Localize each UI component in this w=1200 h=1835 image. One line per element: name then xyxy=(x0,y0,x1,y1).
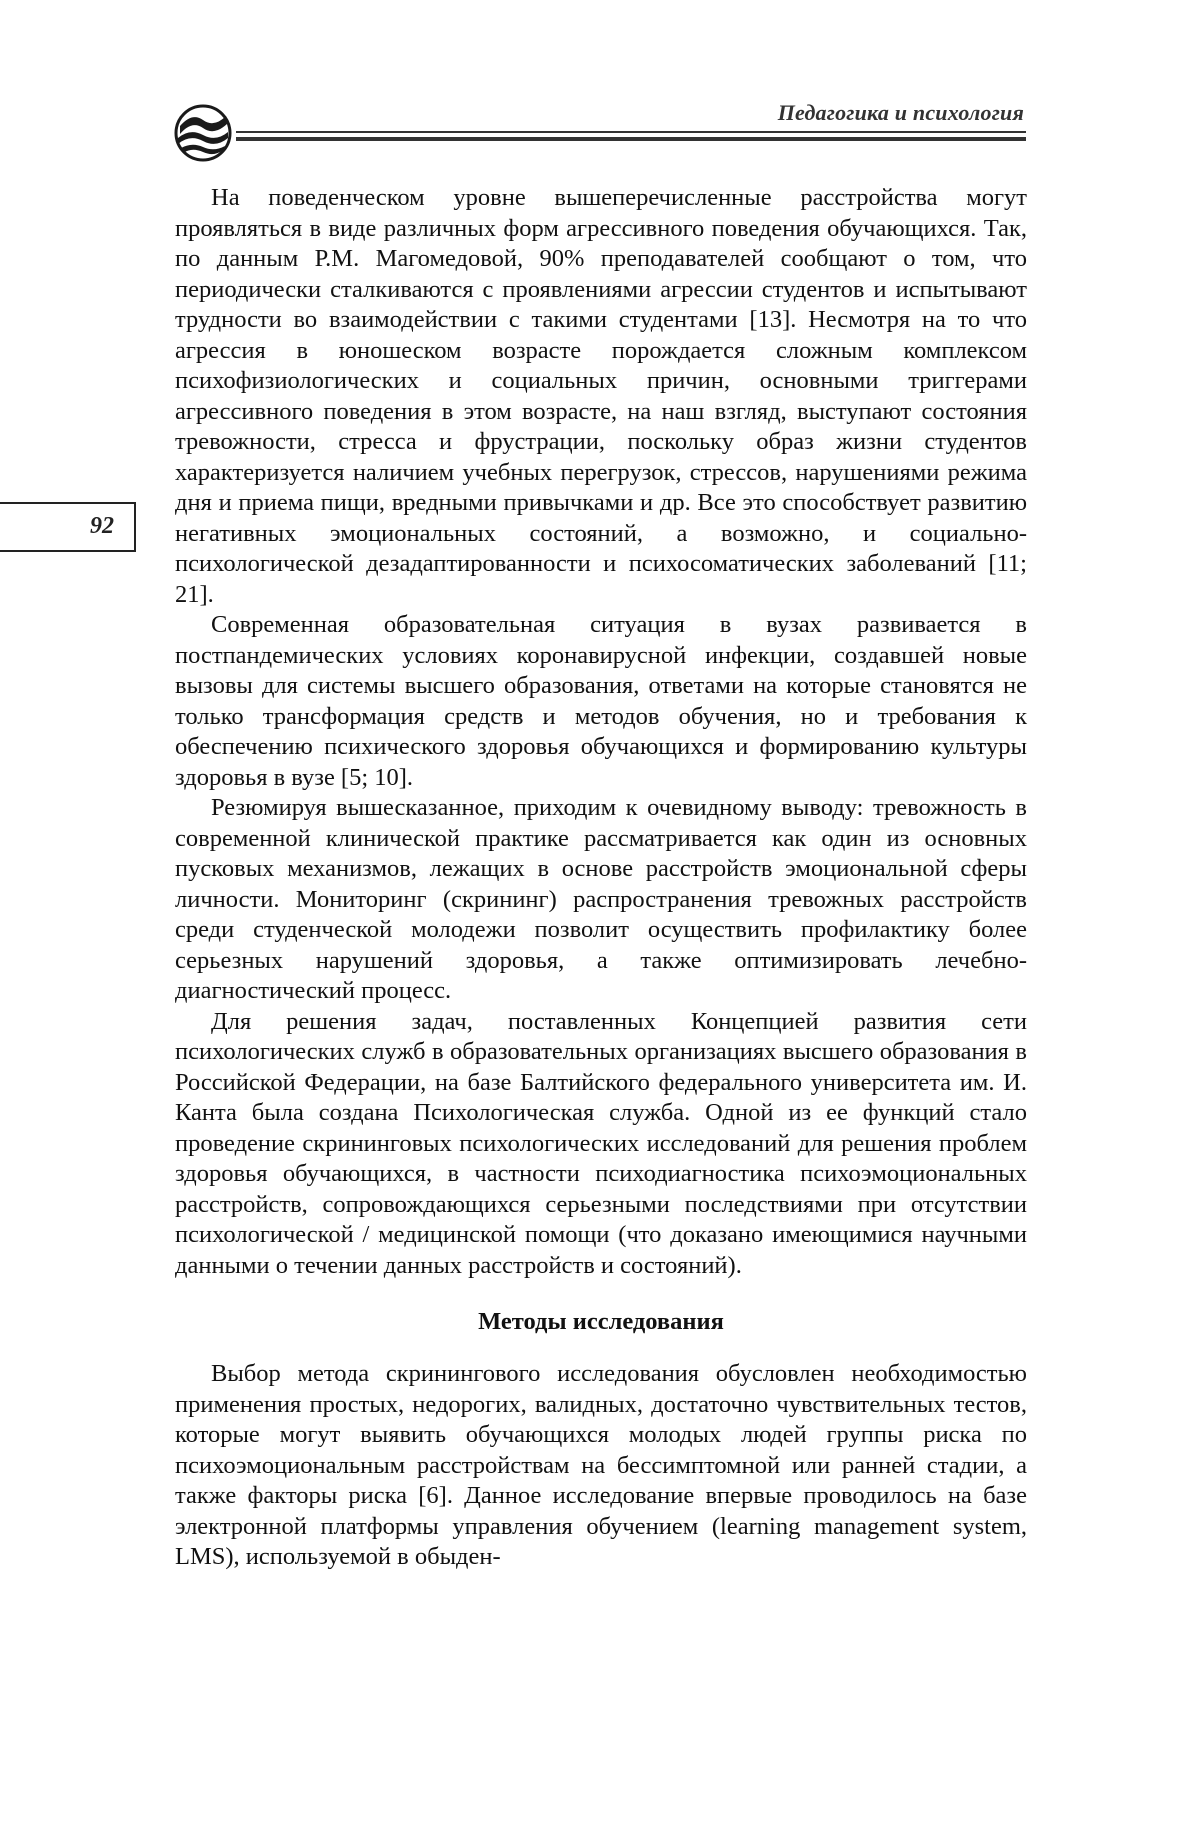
journal-title: Педагогика и психология xyxy=(777,100,1024,125)
article-body xyxy=(175,183,1027,1573)
paragraph: На поведенческом уровне вышеперечисленные расстройства могут проявляться в виде различных форм агрессивного поведения обучающихся. Так, по данным Р.М. Магомедовой, 90% преподавателей сообщают о том, что периодически сталкиваются с проявлениями агрессии студентов и испытывают трудности во взаимодействии с такими студентами [13]. Несмотря на то что агрессия в юношеском возрасте порождается сложным комплексом психофизиологических и социальных причин, основными триггерами агрессивного поведения в этом возрасте, на наш взгляд, выступают состояния тревожности, стресса и фрустрации, поскольку образ жизни студентов характеризуется наличием учебных перегрузок, стрессов, нарушениями режима дня и приема пищи, вредными привычками и др. Все это способствует развитию негативных эмоциональных состояний, а возможно, и социально-психологической дезадаптированности и психосоматических заболеваний [11; 21]. xyxy=(175,184,1027,608)
paragraph: Современная образовательная ситуация в вузах развивается в постпандемических условиях коронавирусной инфекции, создавшей новые вызовы для системы высшего образования, ответами на которые становятся не только трансформация средств и методов обучения, но и требования к обеспечению психического здоровья обучающихся и формированию культуры здоровья в вузе [5; 10]. xyxy=(175,611,1027,791)
paragraph: Резюмируя вышесказанное, приходим к очевидному выводу: тревожность в современной клинической практике рассматривается как один из основных пусковых механизмов, лежащих в основе расстройств эмоциональной сферы личности. Мониторинг (скрининг) распространения тревожных расстройств среди студенческой молодежи позволит осуществить профилактику более серьезных нарушений здоровья, а также оптимизировать лечебно- диагностический процесс. xyxy=(175,794,1027,1004)
section-heading: Методы исследования xyxy=(478,1308,724,1335)
header-rule-thin xyxy=(236,131,1026,133)
page-number-tab xyxy=(0,502,136,552)
journal-logo-icon xyxy=(172,102,234,164)
header-rule-thick xyxy=(236,137,1026,141)
paragraph: Выбор метода скринингового исследования обусловлен необходимостью применения простых, недорогих, валидных, достаточно чувствительных тестов, которые могут выявить обучающихся молодых людей группы риска по психоэмоциональным расстройствам на бессимптомной или ранней стадии, а также факторы риска [6]. Данное исследование впервые проводилось на базе электронной платформы управления обучением (learning management system, LMS), используемой в обыден- xyxy=(175,1360,1027,1570)
paragraph: Для решения задач, поставленных Концепцией развития сети психологических служб в образовательных организациях высшего образования в Российской Федерации, на базе Балтийского федерального университета им. И. Канта была создана Психологическая служба. Одной из ее функций стало проведение скрининговых психологических исследований для решения проблем здоровья обучающихся, в частности психодиагностика психоэмоциональных расстройств, сопровождающихся серьезными последствиями при отсутствии психологической / медицинской помощи (что доказано имеющимися научными данными о течении данных расстройств и состояний). xyxy=(175,1007,1027,1279)
page-number: 92 xyxy=(90,513,114,539)
